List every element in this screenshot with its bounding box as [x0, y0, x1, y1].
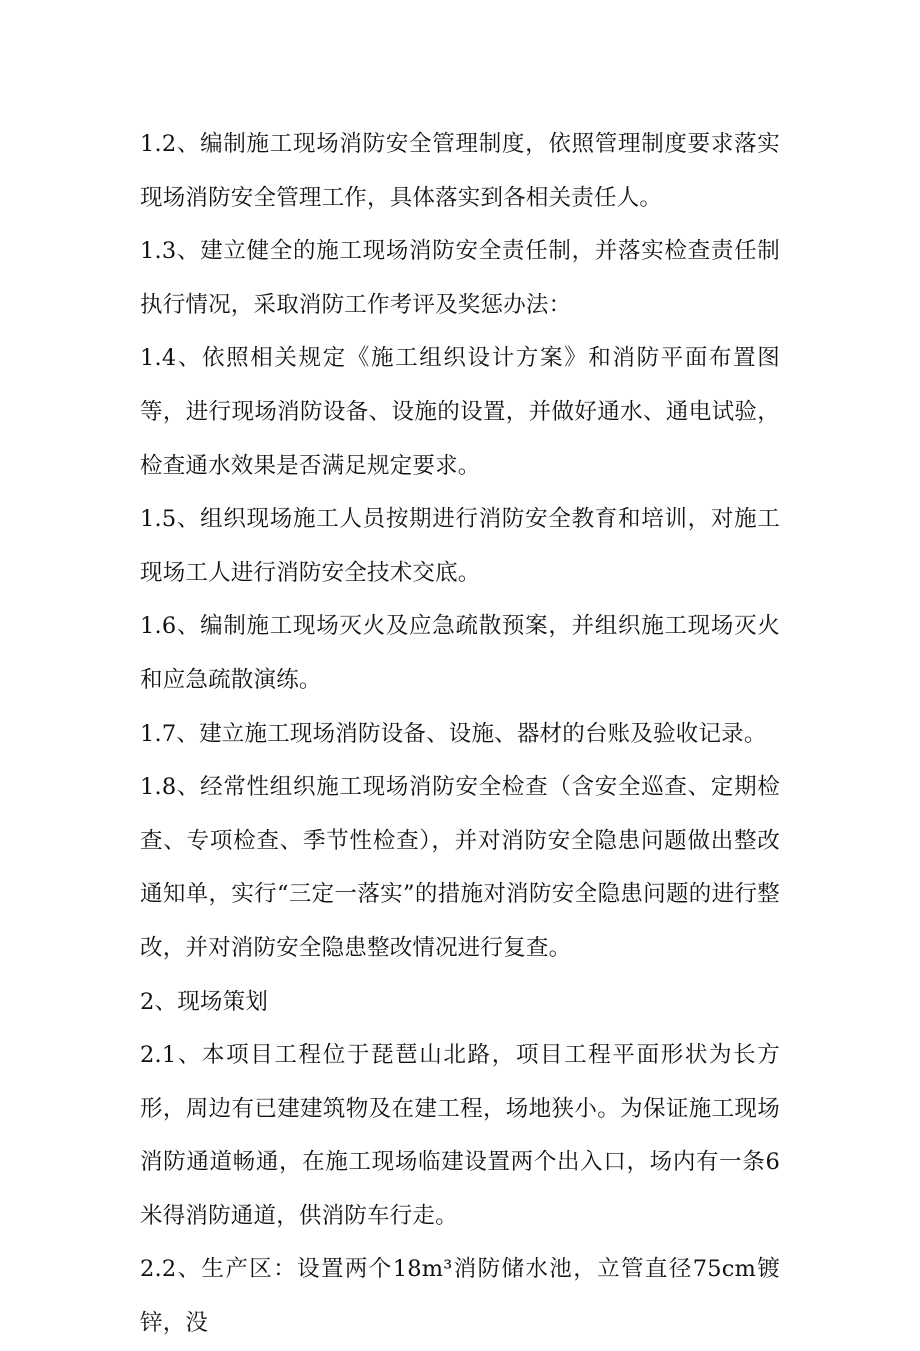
section-heading-2: 2、现场策划	[140, 988, 269, 1015]
paragraph-1-7: 1.7、建立施工现场消防设备、设施、器材的台账及验收记录。	[140, 720, 767, 747]
paragraph-1-3: 1.3、建立健全的施工现场消防安全责任制，并落实检查责任制执行情况，采取消防工作考评及奖惩办法：	[140, 238, 780, 318]
paragraph-1-5: 1.5、组织现场施工人员按期进行消防安全教育和培训，对施工现场工人进行消防安全技术交底。	[140, 506, 780, 586]
paragraph-2-1: 2.1、本项目工程位于琵琶山北路，项目工程平面形状为长方形，周边有已建建筑物及在建工程，场地狭小。为保证施工现场消防通道畅通，在施工现场临建设置两个出入口，场内有一条6米得消防通道，供消防车行走。	[140, 1042, 780, 1229]
paragraph-1-2: 1.2、编制施工现场消防安全管理制度，依照管理制度要求落实现场消防安全管理工作，具体落实到各相关责任人。	[140, 131, 780, 211]
paragraph-1-8: 1.8、经常性组织施工现场消防安全检查（含安全巡查、定期检查、专项检查、季节性检查），并对消防安全隐患问题做出整改通知单，实行“三定一落实”的措施对消防安全隐患问题的进行整改，并对消防安全隐患整改情况进行复查。	[140, 774, 780, 961]
paragraph-1-4: 1.4、依照相关规定《施工组织设计方案》和消防平面布置图等，进行现场消防设备、设施的设置，并做好通水、通电试验，检查通水效果是否满足规定要求。	[140, 345, 780, 479]
document-body	[140, 118, 780, 1351]
paragraph-1-6: 1.6、编制施工现场灭火及应急疏散预案，并组织施工现场灭火和应急疏散演练。	[140, 613, 780, 693]
paragraph-2-2: 2.2、生产区：设置两个18m³消防储水池，立管直径75cm镀锌，没	[140, 1256, 780, 1337]
